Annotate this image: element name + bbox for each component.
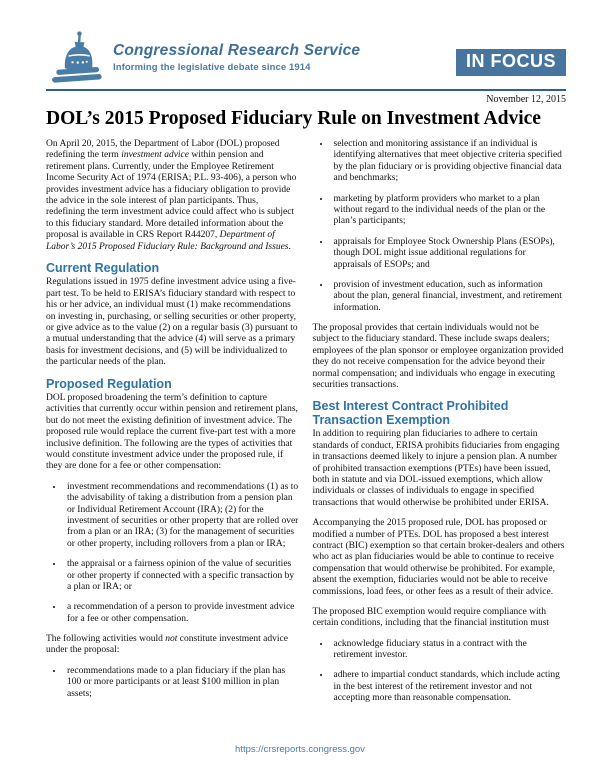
section-heading: Best Interest Contract Prohibited Transaction Exemption	[312, 399, 509, 427]
bullet-item: • provision of investment education, such as information about the plan, general financial, investment, and retirement information.	[331, 280, 567, 314]
body-columns	[46, 139, 566, 714]
text-segment: The following activities would	[46, 634, 166, 645]
text-segment: not	[165, 634, 178, 645]
bullet-list	[51, 482, 300, 625]
bullet-item: • recommendations made to a plan fiduciary if the plan has 100 or more participants or at least $100 million in plan assets;	[64, 666, 300, 700]
brand-text-block	[113, 43, 360, 72]
bullet-item: • adhere to impartial conduct standards, which include acting in the best interest of the retirement investor and not accepting more than reasonable compensation.	[331, 670, 567, 704]
section-heading: Current Regulation	[46, 260, 160, 275]
text-segment: DOL proposed broadening the term’s definition to capture activities that currently occur within pension and retirement plans, but do not meet the existing definition of investment advice. The proposed rule would replace the current five-part test with a more inclusive definition. The following are the types of activities that would constitute investment advice under the proposed rule, if they are done for a fee or other compensation:	[46, 393, 298, 472]
bullet-item: • selection and monitoring assistance if an individual is identifying alternatives that meet objective criteria specified by the plan fiduciary or is providing objective financial data and benchmarks;	[331, 139, 567, 185]
column-right	[313, 139, 567, 714]
text-segment: The proposal provides that certain individuals would not be subject to the fiduciary standard. These include swaps dealers; employees of the plan sponsor or employee organization provided they do not receive compensation for the advice beyond their normal compensation; and individuals who engage in executing securities transactions.	[312, 323, 564, 391]
text-segment: Regulations issued in 1975 define investment advice using a five-part test. To be held to ERISA’s fiduciary standard with respect to his or her advice, an individual must (1) make recommendations on investing in, purchasing, or selling securities or other property, or give advice as to the value (2) on a regular basis (3) pursuant to a mutual understanding that the advice (4) will serve as a primary basis for investment decisions, and (5) will be individualized to the particular needs of the plan.	[46, 277, 298, 368]
document-date: November 12, 2015	[486, 94, 566, 105]
text-segment: In addition to requiring plan fiduciaries to adhere to certain standards of conduct, ERISA prohibits fiduciaries from engaging in transactions deemed likely to injure a pension plan. A number of prohibited transaction exemptions (PTEs) have been issued, both in statute and via DOL-issued exemptions, which allow individuals or classes of individuals to engage in specified transactions that would otherwise be prohibited under ERISA.	[312, 429, 560, 508]
bullet-item: • a recommendation of a person to provide investment advice for a fee or other compensation.	[64, 602, 300, 625]
text-segment: Accompanying the 2015 proposed rule, DOL has proposed or modified a number of PTEs. DOL has proposed a best interest contract (BIC) exemption so that certain broker-dealers and others who act as plan fiduciaries would be able to continue to receive compensation that would otherwise be prohibited. For example, absent the exemption, fiduciaries would not be able to receive commissions, load fees, or other fees as a result of their advice.	[312, 518, 565, 597]
bullet-item: • acknowledge fiduciary status in a contract with the retirement investor.	[331, 639, 567, 662]
text-segment: On April 20, 2015, the Department of Labor (DOL) proposed redefining the term	[46, 139, 280, 161]
text-segment: .	[288, 241, 291, 252]
crs-logo	[46, 30, 360, 86]
footer-link[interactable]: https://crsreports.congress.gov	[235, 744, 365, 755]
in-focus-badge: IN FOCUS	[456, 49, 566, 76]
paragraph	[46, 277, 300, 368]
text-segment: Department of Labor’s 2015 Proposed Fiduciary Rule: Background and Issues	[46, 230, 289, 252]
page-title: DOL’s 2015 Proposed Fiduciary Rule on Investment Advice	[46, 108, 541, 129]
paragraph	[313, 323, 567, 391]
bullet-item: • marketing by platform providers who market to a plan without regard to the individual needs of the plan or the plan’s participants;	[331, 194, 567, 228]
bullet-item: • investment recommendations and recommendations (1) as to the advisability of taking a distribution from a pension plan or Individual Retirement Account (IRA); (2) for the investment of securities or other property that are rolled over from a plan or an IRA; (3) for the management of securities or other property, including rollovers from a plan or IRA;	[64, 482, 300, 550]
text-segment: within pension and retirement plans. Currently, under the Employee Retirement Income Security Act of 1974 (ERISA; P.L. 93-406), a person who provides investment advice has a fiduciary obligation to provide the advice in the sole interest of plan participants. Thus, redefining the term investment advice could affect who is subject to this fiduciary standard. More detailed information about the proposal is available in CRS Report R44207,	[46, 150, 297, 241]
paragraph	[313, 429, 567, 509]
section-heading: Proposed Regulation	[46, 376, 172, 391]
text-segment: investment advice	[121, 150, 189, 161]
bullet-list	[318, 139, 567, 314]
brand-tagline: Informing the legislative debate since 1914	[113, 61, 311, 73]
header-rule	[46, 89, 566, 91]
bullet-item: • the appraisal or a fairness opinion of the value of securities or other property if connected with a specific transaction by a plan or IRA; or	[64, 559, 300, 593]
paragraph	[46, 634, 300, 657]
paragraph	[313, 607, 567, 630]
footer	[0, 739, 600, 757]
bullet-list	[318, 639, 567, 705]
brand-name: Congressional Research Service	[113, 42, 361, 60]
bullet-item: • appraisals for Employee Stock Ownership Plans (ESOPs), though DOL might issue additional regulations for appraisals of ESOPs; and	[331, 237, 567, 271]
paragraph	[46, 393, 300, 473]
paragraph	[46, 139, 300, 253]
paragraph	[313, 518, 567, 598]
text-segment: constitute investment advice under the proposal:	[46, 634, 288, 656]
capitol-dome-icon	[46, 30, 106, 86]
bullet-list	[51, 666, 300, 700]
column-left	[46, 139, 300, 714]
text-segment: The proposed BIC exemption would require compliance with certain conditions, including that the financial institution must	[312, 606, 549, 629]
header	[46, 30, 566, 86]
